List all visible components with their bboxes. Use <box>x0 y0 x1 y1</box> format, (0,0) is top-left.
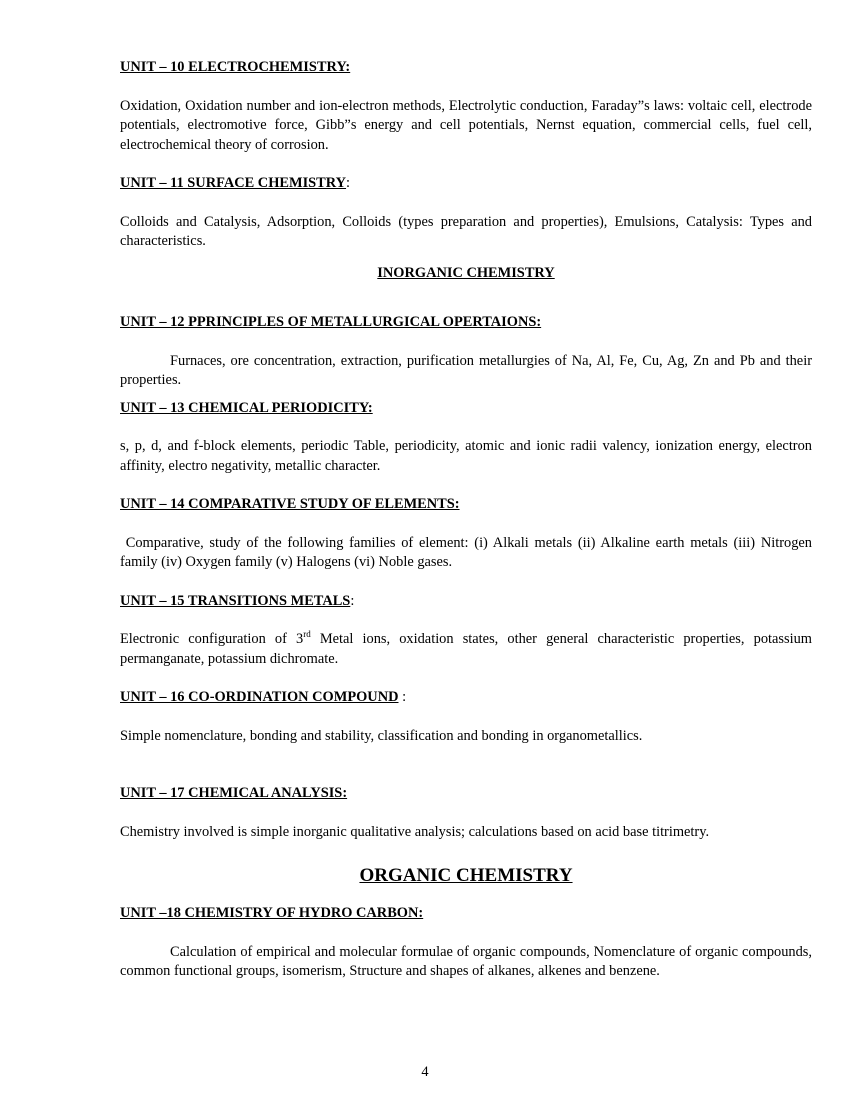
unit-18-body: Calculation of empirical and molecular formulae of organic compounds, Nomenclature of organic compounds, common functional groups, isomerism, Structure and shapes of alkanes, alkenes and benzene. <box>120 943 812 979</box>
unit-15-body: Electronic configuration of 3rd Metal ions, oxidation states, other general characteristic properties, potassium permanganate, potassium dichromate. <box>120 629 812 667</box>
unit-12-body: Furnaces, ore concentration, extraction, purification metallurgies of Na, Al, Fe, Cu, Ag, Zn and Pb and their properties. <box>120 352 812 388</box>
unit-14-body: Comparative, study of the following families of element: (i) Alkali metals (ii) Alkaline earth metals (iii) Nitrogen family (iv) Oxygen family (v) Halogens (vi) Noble gases. <box>120 534 816 570</box>
unit-10-body: Oxidation, Oxidation number and ion-electron methods, Electrolytic conduction, Faraday”s laws: voltaic cell, electrode potentials, electromotive force, Gibb”s energy and cell potentials, Nernst equation, commercial cells, fuel cell, electrochemical theory of corrosion. <box>120 97 812 153</box>
unit-13-heading: UNIT – 13 CHEMICAL PERIODICITY: <box>120 399 373 416</box>
unit-17-heading: UNIT – 17 CHEMICAL ANALYSIS: <box>120 785 348 801</box>
unit-16-heading: UNIT – 16 CO-ORDINATION COMPOUND : <box>120 689 407 705</box>
page-number: 4 <box>421 1064 429 1080</box>
unit-18-heading: UNIT –18 CHEMISTRY OF HYDRO CARBON: <box>120 905 424 921</box>
unit-13-body: s, p, d, and f-block elements, periodic Table, periodicity, atomic and ionic radii valency, ionization energy, electron affinity, electro negativity, metallic character. <box>120 438 812 474</box>
organic-chemistry-heading: ORGANIC CHEMISTRY <box>359 865 573 886</box>
unit-16-body: Simple nomenclature, bonding and stability, classification and bonding in organometallics. <box>120 727 643 744</box>
unit-10-heading: UNIT – 10 ELECTROCHEMISTRY: <box>120 59 351 75</box>
unit-15-heading: UNIT – 15 TRANSITIONS METALS: <box>120 592 355 609</box>
document-page <box>120 58 816 982</box>
unit-14-heading: UNIT – 14 COMPARATIVE STUDY OF ELEMENTS: <box>120 496 460 512</box>
unit-11-body: Colloids and Catalysis, Adsorption, Colloids (types preparation and properties), Emulsions, Catalysis: Types and characteristics. <box>120 213 812 249</box>
unit-11-heading: UNIT – 11 SURFACE CHEMISTRY: <box>120 175 351 191</box>
unit-12-heading: UNIT – 12 PPRINCIPLES OF METALLURGICAL OPERTAIONS: <box>120 314 542 330</box>
inorganic-chemistry-heading: INORGANIC CHEMISTRY <box>377 264 555 281</box>
unit-17-body: Chemistry involved is simple inorganic qualitative analysis; calculations based on acid base titrimetry. <box>120 823 710 840</box>
